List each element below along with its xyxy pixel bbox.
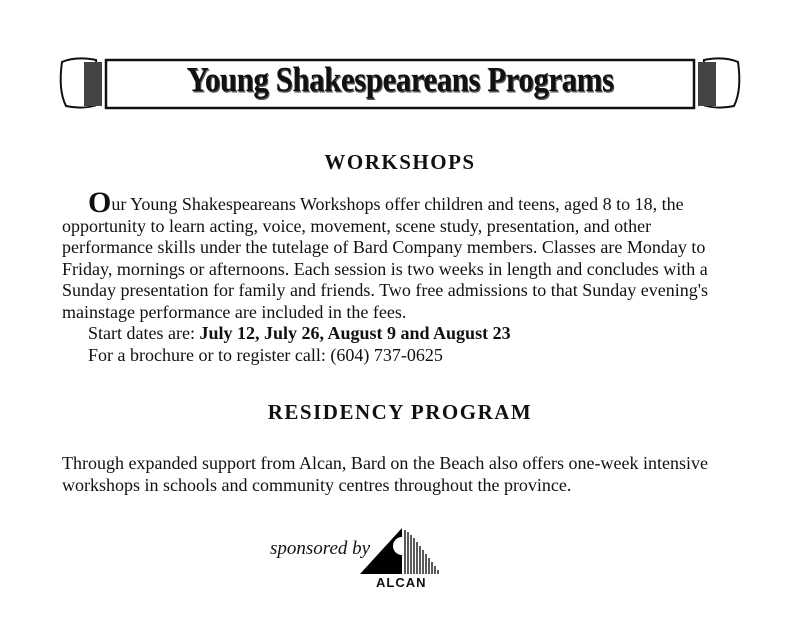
text-line: Sunday presentation for family and friends. Two free admissions to that Sunday evening's [62, 280, 709, 300]
workshops-heading: WORKSHOPS [324, 150, 476, 174]
title-banner [56, 50, 744, 116]
text-line: Friday, mornings or afternoons. Each session is two weeks in length and concludes with a [62, 258, 708, 279]
start-dates-line [62, 323, 762, 345]
text-line: ur Young Shakespeareans Workshops offer children and teens, aged 8 to 18, the [111, 194, 684, 214]
drop-cap: O [88, 186, 112, 219]
text-line: performance skills under the tutelage of Bard Company members. Classes are Monday to [62, 237, 706, 257]
residency-heading: RESIDENCY PROGRAM [267, 400, 533, 424]
start-dates: July 12, July 26, August 9 and August 23 [199, 323, 511, 343]
text-line: mainstage performance are included in the fees. [62, 301, 407, 322]
start-dates-label: Start dates are: [88, 323, 200, 343]
register-line: For a brochure or to register call: (604) 737-0625 [88, 344, 443, 365]
text-line: workshops in schools and community centres throughout the province. [62, 474, 572, 495]
banner-title: Young Shakespeareans Programs [186, 59, 614, 100]
text-line: opportunity to learn acting, voice, movement, scene study, presentation, and other [62, 215, 652, 236]
residency-paragraph [62, 453, 762, 496]
sponsored-by-label: sponsored by [270, 538, 371, 559]
alcan-logo-text: ALCAN [376, 575, 427, 590]
text-line: Through expanded support from Alcan, Bard on the Beach also offers one-week intensive [62, 453, 708, 473]
workshops-paragraph [62, 186, 762, 366]
